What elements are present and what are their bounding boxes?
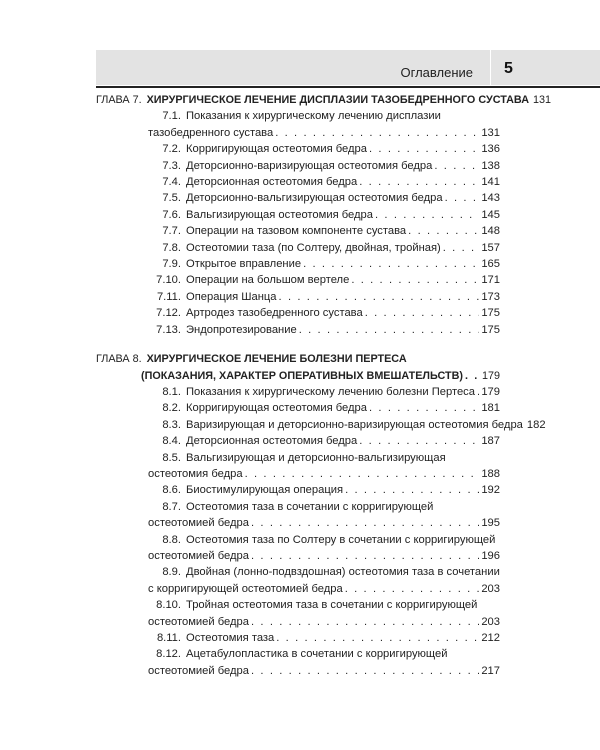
chapter-title: ХИРУРГИЧЕСКОЕ ЛЕЧЕНИЕ ДИСПЛАЗИИ ТАЗОБЕДРЕННОГО СУСТАВА — [146, 94, 529, 106]
entry-page-number: 179 — [481, 385, 500, 398]
entry-title: Тройная остеотомия таза в сочетании с корригирующей — [186, 599, 478, 612]
entry-title: Вальгизирующая остеотомия бедра — [186, 208, 373, 221]
entry-title: Корригирующая остеотомия бедра — [186, 402, 368, 415]
entry-title: Вальгизирующая и деторсионно-вальгизирующая — [186, 451, 446, 464]
dot-leader — [365, 305, 480, 321]
toc-entry-continuation — [96, 614, 500, 630]
entry-number: 7.12. — [156, 307, 181, 320]
chapter-page-number: 179 — [481, 369, 500, 382]
toc-entry — [96, 532, 500, 548]
entry-title: Деторсионная остеотомия бедра — [186, 176, 358, 189]
dot-leader — [375, 207, 479, 223]
entry-page-number: 203 — [481, 615, 500, 628]
entry-page-number: 196 — [481, 549, 500, 562]
entry-page-number: 145 — [481, 208, 500, 221]
entry-title: остеотомией бедра — [148, 615, 249, 628]
toc-entry-continuation — [96, 515, 500, 531]
dot-leader — [279, 289, 480, 305]
chapter-block — [96, 92, 552, 338]
toc-entry — [96, 240, 500, 256]
dot-leader — [359, 433, 479, 449]
entry-title: Операции на большом вертеле — [186, 274, 350, 287]
entry-number: 7.13. — [156, 323, 181, 336]
entry-number: 8.12. — [156, 648, 181, 661]
entry-page-number: 148 — [481, 225, 500, 238]
entry-page-number: 181 — [481, 402, 500, 415]
entry-title: Остеотомия таза — [186, 632, 275, 644]
running-header-title: Оглавление — [400, 65, 473, 80]
entry-title: Операции на тазовом компоненте сустава — [186, 225, 407, 238]
entry-title: Операция Шанца — [186, 290, 277, 303]
entry-title: Артродез тазобедренного сустава — [186, 307, 363, 320]
dot-leader — [369, 400, 479, 416]
entry-page-number: 173 — [481, 290, 500, 303]
entry-title: с корригирующей остеотомией бедра — [148, 582, 343, 595]
dot-leader — [299, 322, 480, 338]
dot-leader — [345, 581, 480, 597]
entry-title: тазобедренного сустава — [148, 126, 274, 139]
entry-title: Деторсионная остеотомия бедра — [186, 435, 358, 448]
entry-title: Ацетабулопластика в сочетании с корригирующей — [186, 648, 448, 661]
running-header-bar — [96, 50, 600, 85]
dot-leader — [276, 630, 479, 646]
entry-title: Двойная (лонно-подвздошная) остеотомия таза в сочетании — [186, 566, 500, 579]
entry-number: 8.11. — [156, 632, 181, 644]
table-of-contents — [96, 92, 552, 692]
dot-leader — [245, 466, 480, 482]
entry-page-number: 165 — [481, 258, 500, 271]
entry-page-number: 203 — [481, 582, 500, 595]
entry-number: 7.3. — [162, 159, 181, 172]
entry-title: Открытое вправление — [186, 258, 302, 271]
entry-page-number: 157 — [481, 241, 500, 254]
toc-entry — [96, 223, 500, 239]
toc-entry — [96, 272, 500, 288]
toc-entry — [96, 564, 500, 580]
entry-title: Показания к хирургическому лечению дисплазии — [186, 110, 441, 123]
entry-number: 8.2. — [162, 402, 181, 415]
dot-leader — [408, 223, 479, 239]
entry-page-number: 136 — [481, 143, 500, 156]
toc-entry — [96, 322, 500, 338]
entry-page-number: 192 — [481, 484, 500, 497]
entry-page-number: 171 — [481, 274, 500, 287]
toc-entry-continuation — [96, 466, 500, 482]
toc-entry-continuation — [96, 581, 500, 597]
entry-title: Деторсионно-вальгизирующая остеотомия бедра — [186, 192, 443, 205]
toc-entry — [96, 433, 500, 449]
entry-number: 7.1. — [162, 110, 181, 123]
toc-entry — [96, 207, 500, 223]
toc-entry — [96, 158, 500, 174]
entry-number: 8.1. — [162, 385, 181, 398]
entry-title: остеотомией бедра — [148, 664, 249, 677]
chapter-page-number: 131 — [533, 94, 552, 106]
entry-title: Остеотомия таза в сочетании с корригирующей — [186, 500, 434, 513]
toc-entry — [96, 482, 500, 498]
entry-title: Показания к хирургическому лечению болезни Пертеса — [186, 385, 475, 398]
chapter-title: (ПОКАЗАНИЯ, ХАРАКТЕР ОПЕРАТИВНЫХ ВМЕШАТЕЛЬСТВ) — [141, 369, 463, 382]
toc-entry — [96, 499, 500, 515]
entry-page-number: 187 — [481, 435, 500, 448]
entry-page-number: 141 — [481, 176, 500, 189]
entry-title: Корригирующая остеотомия бедра — [186, 143, 368, 156]
dot-leader — [345, 482, 479, 498]
dot-leader — [477, 384, 479, 400]
entry-number: 8.4. — [162, 435, 181, 448]
toc-entry — [96, 141, 500, 157]
entry-number: 7.11. — [156, 290, 181, 303]
dot-leader — [303, 256, 479, 272]
dot-leader — [251, 515, 479, 531]
entry-page-number: 138 — [481, 159, 500, 172]
entry-page-number: 217 — [481, 664, 500, 677]
entry-number: 7.7. — [162, 225, 181, 238]
entry-title: остеотомией бедра — [148, 549, 249, 562]
entry-number: 8.3. — [162, 418, 181, 431]
entry-number: 7.4. — [162, 176, 181, 189]
chapter-heading — [96, 92, 552, 108]
entry-page-number: 195 — [481, 517, 500, 530]
toc-entry — [96, 646, 500, 662]
entry-page-number: 175 — [481, 307, 500, 320]
toc-entry — [96, 384, 500, 400]
entry-number: 7.5. — [162, 192, 181, 205]
dot-leader — [251, 614, 479, 630]
entry-page-number: 143 — [481, 192, 500, 205]
chapter-heading — [96, 351, 500, 367]
entry-number: 8.8. — [162, 533, 181, 546]
entry-number: 8.10. — [156, 599, 181, 612]
dot-leader — [445, 190, 480, 206]
toc-entry — [96, 289, 500, 305]
toc-entry — [96, 174, 500, 190]
chapter-heading-continuation — [96, 368, 500, 384]
toc-entry-continuation — [96, 548, 500, 564]
entry-number: 8.9. — [162, 566, 181, 579]
entry-title: Деторсионно-варизирующая остеотомия бедра — [186, 159, 433, 172]
entry-page-number: 131 — [481, 126, 500, 139]
toc-entry — [96, 305, 500, 321]
toc-entry — [96, 450, 500, 466]
chapter-block — [96, 351, 546, 679]
entry-title: остеотомия бедра — [148, 467, 243, 480]
toc-entry — [96, 597, 500, 613]
entry-page-number: 175 — [481, 323, 500, 336]
toc-entry — [96, 190, 500, 206]
entry-title: Остеотомия таза по Солтеру в сочетании с корригирующей — [186, 533, 496, 546]
toc-entry — [96, 400, 500, 416]
entry-title: Эндопротезирование — [186, 323, 297, 336]
entry-number: 8.5. — [162, 451, 181, 464]
entry-title: Варизирующая и деторсионно-варизирующая остеотомия бедра — [186, 418, 523, 431]
entry-number: 8.7. — [162, 500, 181, 513]
chapter-label: ГЛАВА 7. — [96, 94, 142, 106]
dot-leader — [369, 141, 479, 157]
toc-entry-continuation — [96, 663, 500, 679]
dot-leader — [251, 663, 479, 679]
entry-number: 7.2. — [162, 143, 181, 156]
toc-entry — [96, 256, 500, 272]
chapter-label: ГЛАВА 8. — [96, 353, 142, 366]
dot-leader — [359, 174, 479, 190]
dot-leader — [275, 125, 479, 141]
entry-title: остеотомией бедра — [148, 517, 249, 530]
entry-number: 8.6. — [162, 484, 181, 497]
toc-entry — [96, 417, 546, 433]
toc-entry — [96, 108, 500, 124]
entry-page-number: 188 — [481, 467, 500, 480]
entry-number: 7.8. — [162, 241, 181, 254]
page-number: 5 — [504, 60, 513, 77]
dot-leader — [251, 548, 479, 564]
dot-leader — [434, 158, 479, 174]
entry-title: Биостимулирующая операция — [186, 484, 344, 497]
dot-leader — [351, 272, 479, 288]
dot-leader — [465, 368, 480, 384]
chapter-title: ХИРУРГИЧЕСКОЕ ЛЕЧЕНИЕ БОЛЕЗНИ ПЕРТЕСА — [146, 353, 407, 366]
header-rule — [96, 86, 600, 88]
toc-entry-continuation — [96, 125, 500, 141]
header-separator — [490, 50, 491, 85]
entry-title: Остеотомии таза (по Солтеру, двойная, тройная) — [186, 241, 441, 254]
dot-leader — [443, 240, 480, 256]
toc-entry — [96, 630, 500, 646]
entry-number: 7.9. — [162, 258, 181, 271]
entry-page-number: 182 — [526, 418, 546, 431]
entry-page-number: 212 — [481, 632, 500, 644]
entry-number: 7.10. — [156, 274, 181, 287]
entry-number: 7.6. — [162, 208, 181, 221]
